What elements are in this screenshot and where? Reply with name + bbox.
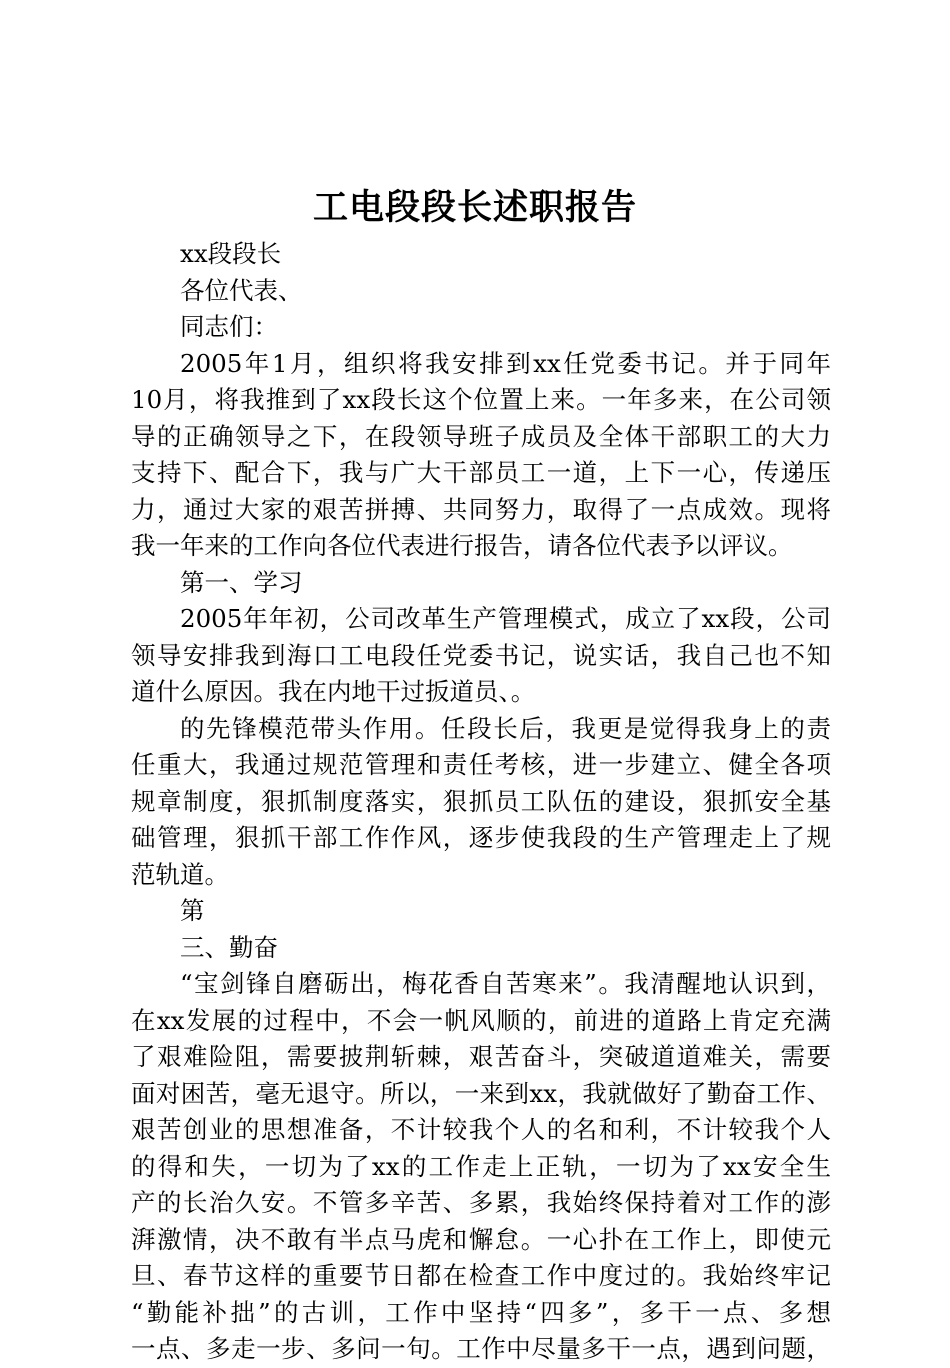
text-line: 各位代表、 — [180, 275, 303, 305]
text-line: 础管理，狠抓干部工作作风，逐步使我段的生产管理走上了规 — [131, 823, 831, 852]
text-line: 第 — [180, 896, 205, 925]
text-line: 同志们： — [180, 312, 278, 341]
text-line: 湃激情，决不敢有半点马虎和懈怠。一心扑在工作上，即使元 — [131, 1224, 831, 1254]
document-body — [131, 236, 831, 1368]
text-line: 的得和失，一切为了xx的工作走上正轨，一切为了xx安全生 — [131, 1151, 831, 1181]
text-line: 的先锋模范带头作用。任段长后，我更是觉得我身上的责 — [180, 713, 831, 743]
text-line: 艰苦创业的思想准备，不计较我个人的名和利，不计较我个人 — [131, 1115, 831, 1144]
text-line: 10月，将我推到了xx段长这个位置上来。一年多来，在公司领 — [131, 385, 831, 414]
text-line: xx段段长 — [180, 239, 282, 268]
text-line: 导的正确领导之下，在段领导班子成员及全体干部职工的大力 — [131, 421, 831, 451]
text-line: 产的长治久安。不管多辛苦、多累，我始终保持着对工作的澎 — [131, 1188, 831, 1217]
text-line: 一点、多走一步、多问一句。工作中尽量多干一点，遇到问题， — [131, 1334, 831, 1363]
text-line: 范轨道。 — [131, 859, 229, 889]
text-line: 支持下、配合下，我与广大干部员工一道，上下一心，传递压 — [131, 458, 831, 487]
text-line: 任重大，我通过规范管理和责任考核，进一步建立、健全各项 — [131, 750, 831, 779]
text-line: 在xx发展的过程中，不会一帆风顺的，前进的道路上肯定充满 — [131, 1005, 831, 1035]
text-line: 第一、学习 — [180, 567, 303, 597]
document-title: 工电段段长述职报告 — [312, 187, 637, 228]
text-line: 领导安排我到海口工电段任党委书记，说实话，我自己也不知 — [131, 640, 831, 670]
text-line: 2005年1月，组织将我安排到xx任党委书记。并于同年 — [180, 348, 831, 378]
text-line: 了艰难险阻，需要披荆斩棘，艰苦奋斗，突破道道难关，需要 — [131, 1042, 831, 1071]
text-line: 2005年年初，公司改革生产管理模式，成立了xx段，公司 — [180, 604, 831, 633]
text-line: 三、勤奋 — [180, 932, 278, 962]
text-line: 我一年来的工作向各位代表进行报告，请各位代表予以评议。 — [131, 531, 793, 560]
text-line: 道什么原因。我在内地干过扳道员、。 — [131, 677, 536, 706]
text-line: 力，通过大家的艰苦拼搏、共同努力，取得了一点成效。现将 — [131, 494, 831, 524]
text-line: 旦、春节这样的重要节日都在检查工作中度过的。我始终牢记 — [131, 1261, 831, 1290]
text-line: 面对困苦，毫无退守。所以，一来到xx，我就做好了勤奋工作、 — [131, 1078, 831, 1108]
text-line: “宝剑锋自磨砺出，梅花香自苦寒来”。我清醒地认识到， — [180, 969, 831, 998]
text-line: “勤能补拙”的古训，工作中坚持“四多”，多干一点、多想 — [131, 1297, 831, 1327]
text-line: 规章制度，狠抓制度落实，狠抓员工队伍的建设，狠抓安全基 — [131, 786, 831, 816]
